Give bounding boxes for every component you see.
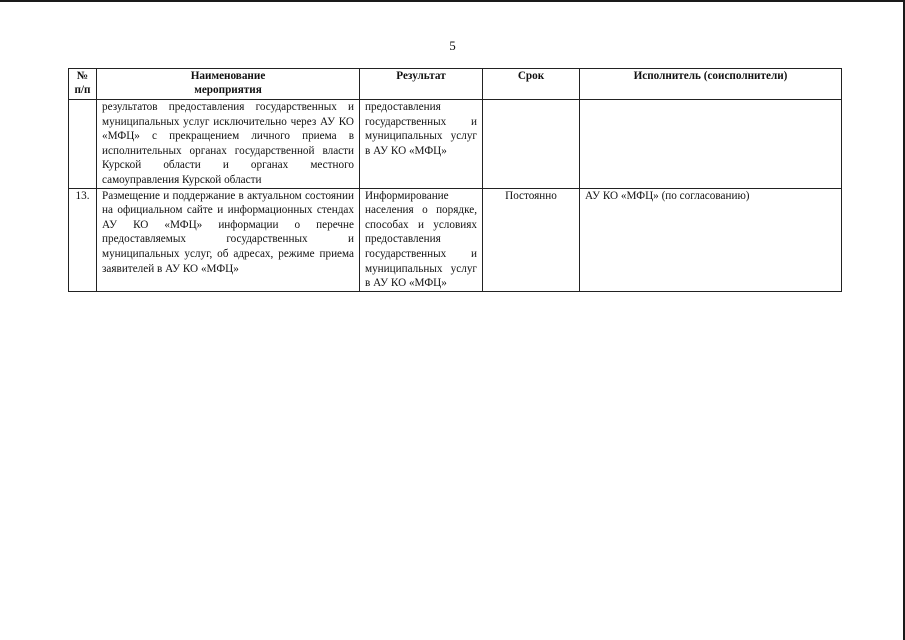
header-number-line1: № <box>76 70 89 82</box>
row-result: Информирование населения о порядке, способах и условиях предоставления государственных и муниципальных услуг в АУ КО «МФЦ» <box>360 188 483 291</box>
row-number <box>69 100 97 189</box>
header-term: Срок <box>483 69 580 100</box>
row-executor <box>580 100 842 189</box>
header-executor: Исполнитель (соисполнители) <box>580 69 842 100</box>
header-number-line2: п/п <box>74 83 91 96</box>
page-top-edge <box>0 0 905 2</box>
row-result: предоставления государственных и муниципальных услуг в АУ КО «МФЦ» <box>360 100 483 189</box>
row-name: Размещение и поддержание в актуальном состоянии на официальном сайте и информационных стендах АУ КО «МФЦ» информации о перечне предоставляемых государственных и муниципальных услуг, об адресах, режиме приема заявителей в АУ КО «МФЦ» <box>97 188 360 291</box>
table-header-row <box>69 69 842 100</box>
page-number: 5 <box>449 38 456 53</box>
header-name-line2: мероприятия <box>194 83 262 96</box>
row-term: Постоянно <box>483 188 580 291</box>
header-result: Результат <box>360 69 483 100</box>
header-name <box>97 69 360 100</box>
row-name: результатов предоставления государственных и муниципальных услуг исключительно через АУ КО «МФЦ» с прекращением личного приема в исполнительных органах государственной власти Курской области и органах местного самоуправления Курской области <box>97 100 360 189</box>
table-row <box>69 188 842 291</box>
header-number <box>69 69 97 100</box>
row-number: 13. <box>69 188 97 291</box>
row-term <box>483 100 580 189</box>
table-row <box>69 100 842 189</box>
header-name-line1: Наименование <box>190 70 266 82</box>
measures-table <box>68 68 842 292</box>
row-executor: АУ КО «МФЦ» (по согласованию) <box>580 188 842 291</box>
